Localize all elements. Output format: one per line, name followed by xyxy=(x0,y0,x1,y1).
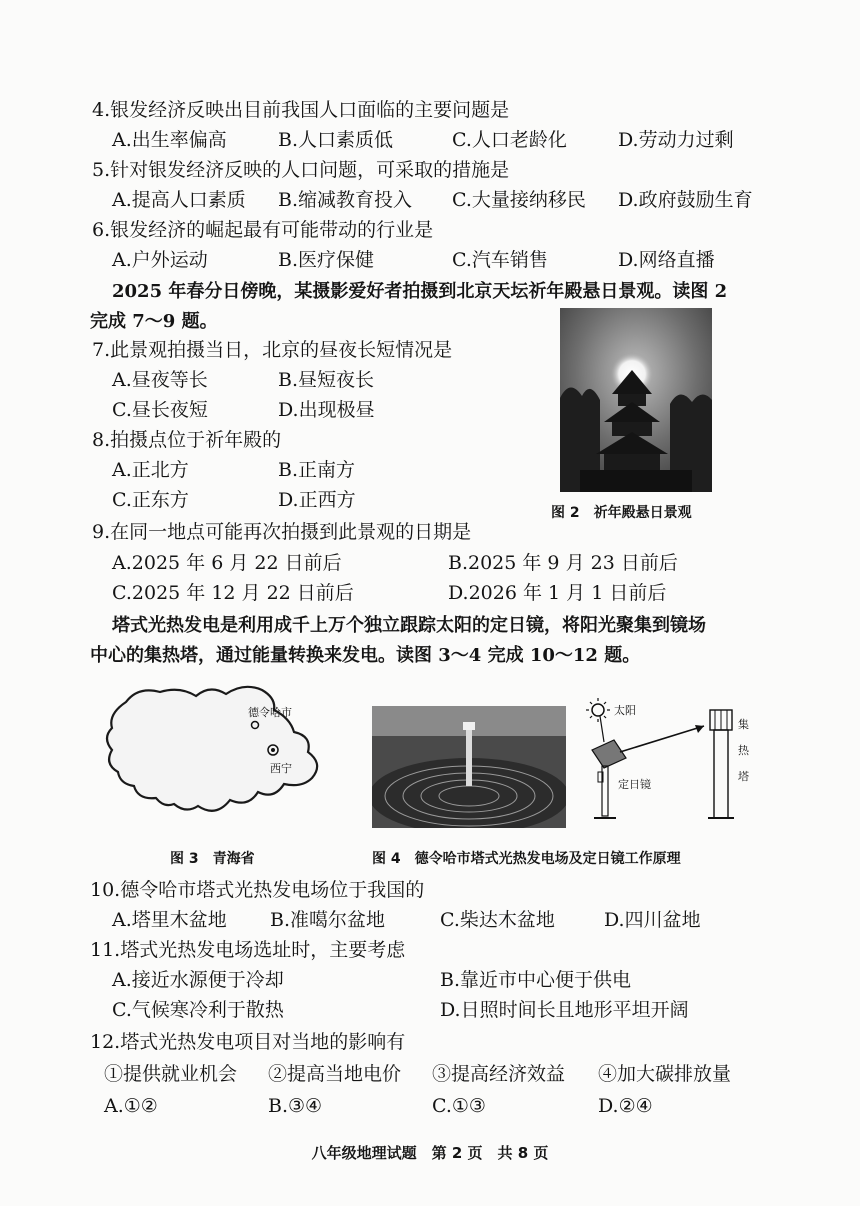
q9-stem: 9.在同一地点可能再次拍摄到此景观的日期是 xyxy=(92,521,472,543)
intro-10-12-line1: 塔式光热发电是利用成千上万个独立跟踪太阳的定日镜，将阳光聚集到镜场 xyxy=(112,615,706,636)
heliostat-mirror-icon xyxy=(592,740,626,768)
q12-stem: 12.塔式光热发电项目对当地的影响有 xyxy=(90,1031,406,1053)
q9-option-b: B.2025 年 9 月 23 日前后 xyxy=(448,552,678,574)
q10-option-b: B.准噶尔盆地 xyxy=(270,909,386,931)
q5-option-c: C.大量接纳移民 xyxy=(452,189,586,211)
q5-stem: 5.针对银发经济反映的人口问题，可采取的措施是 xyxy=(92,159,510,181)
tower-label-3: 塔 xyxy=(738,770,749,783)
q12-item-4: ④加大碳排放量 xyxy=(598,1063,732,1085)
figure-3-map xyxy=(98,680,338,830)
q12-option-c: C.①③ xyxy=(432,1095,486,1117)
q7-stem: 7.此景观拍摄当日，北京的昼夜长短情况是 xyxy=(92,339,453,361)
q10-option-d: D.四川盆地 xyxy=(604,909,701,931)
q5-option-a: A.提高人口素质 xyxy=(112,189,246,211)
hall-of-prayer-sun-image xyxy=(560,308,712,492)
q10-option-c: C.柴达木盆地 xyxy=(440,909,555,931)
q10-option-a: A.塔里木盆地 xyxy=(112,909,227,931)
intro-10-12-line2: 中心的集热塔，通过能量转换来发电。读图 3～4 完成 10～12 题。 xyxy=(90,645,641,666)
q12-item-2: ②提高当地电价 xyxy=(268,1063,402,1085)
heliostat-diagram xyxy=(574,696,754,830)
q12-option-a: A.①② xyxy=(104,1095,158,1117)
q6-option-d: D.网络直播 xyxy=(618,249,715,271)
q11-option-b: B.靠近市中心便于供电 xyxy=(440,969,632,991)
q4-option-c: C.人口老龄化 xyxy=(452,129,567,151)
q9-option-d: D.2026 年 1 月 1 日前后 xyxy=(448,582,667,604)
q11-option-c: C.气候寒冷利于散热 xyxy=(112,999,284,1021)
q8-option-c: C.正东方 xyxy=(112,489,189,511)
sun-icon xyxy=(586,698,610,722)
q8-option-b: B.正南方 xyxy=(278,459,356,481)
q7-option-d: D.出现极昼 xyxy=(278,399,375,421)
tower-label-2: 热 xyxy=(738,744,749,757)
intro-7-9-line2: 完成 7～9 题。 xyxy=(90,311,218,332)
q7-option-b: B.昼短夜长 xyxy=(278,369,375,391)
q6-stem: 6.银发经济的崛起最有可能带动的行业是 xyxy=(92,219,434,241)
page-footer: 八年级地理试题 第 2 页 共 8 页 xyxy=(311,1144,549,1162)
q5-option-b: B.缩减教育投入 xyxy=(278,189,413,211)
q6-option-b: B.医疗保健 xyxy=(278,249,375,271)
q4-option-b: B.人口素质低 xyxy=(278,129,394,151)
q7-option-a: A.昼夜等长 xyxy=(112,369,208,391)
q10-stem: 10.德令哈市塔式光热发电场位于我国的 xyxy=(90,879,425,901)
q4-stem: 4.银发经济反映出目前我国人口面临的主要问题是 xyxy=(92,99,510,121)
figure-4-caption: 图 4 德令哈市塔式光热发电场及定日镜工作原理 xyxy=(372,851,681,867)
sun-label: 太阳 xyxy=(614,704,636,717)
q11-option-d: D.日照时间长且地形平坦开阔 xyxy=(440,999,689,1021)
q5-option-d: D.政府鼓励生育 xyxy=(618,189,753,211)
q4-option-a: A.出生率偏高 xyxy=(112,129,227,151)
q8-stem: 8.拍摄点位于祈年殿的 xyxy=(92,429,282,451)
receiver-tower-icon xyxy=(708,710,734,818)
figure-4-photo xyxy=(372,706,566,828)
figure-2-caption: 图 2 祈年殿悬日景观 xyxy=(551,505,692,521)
q6-option-c: C.汽车销售 xyxy=(452,249,548,271)
q12-item-1: ①提供就业机会 xyxy=(104,1063,238,1085)
q12-item-3: ③提高经济效益 xyxy=(432,1063,566,1085)
tower-label-1: 集 xyxy=(738,718,749,731)
delingha-label: 德令哈市 xyxy=(248,706,292,719)
q11-stem: 11.塔式光热发电场选址时，主要考虑 xyxy=(90,939,406,961)
qinghai-outline-map xyxy=(98,680,338,830)
figure-2-photo xyxy=(560,308,712,492)
q9-option-c: C.2025 年 12 月 22 日前后 xyxy=(112,582,354,604)
solar-field-image xyxy=(372,706,566,828)
q12-option-b: B.③④ xyxy=(268,1095,323,1117)
q6-option-a: A.户外运动 xyxy=(112,249,208,271)
q12-option-d: D.②④ xyxy=(598,1095,653,1117)
q8-option-a: A.正北方 xyxy=(112,459,189,481)
figure-3-caption: 图 3 青海省 xyxy=(170,851,255,867)
xining-label: 西宁 xyxy=(270,762,292,775)
q11-option-a: A.接近水源便于冷却 xyxy=(112,969,284,991)
q7-option-c: C.昼长夜短 xyxy=(112,399,208,421)
q9-option-a: A.2025 年 6 月 22 日前后 xyxy=(112,552,342,574)
intro-7-9-line1: 2025 年春分日傍晚，某摄影爱好者拍摄到北京天坛祈年殿悬日景观。读图 2 xyxy=(112,281,728,302)
q8-option-d: D.正西方 xyxy=(278,489,356,511)
q4-option-d: D.劳动力过剩 xyxy=(618,129,734,151)
heliostat-label: 定日镜 xyxy=(618,778,651,791)
